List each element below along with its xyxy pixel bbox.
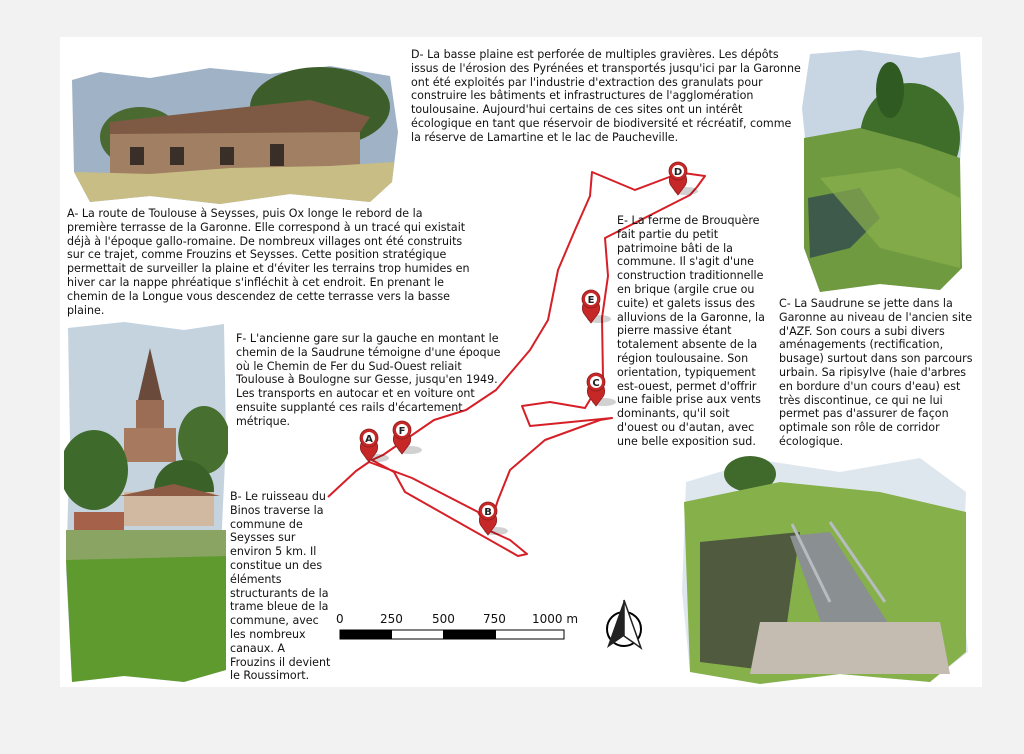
marker-d[interactable] xyxy=(669,162,698,195)
scale-label-750: 750 xyxy=(483,612,506,626)
caption-f: F- L'ancienne gare sur la gauche en montant le chemin de la Saudrune témoigne d'une époque où le Chemin de Fer du Sud-Ouest reliait Toulouse à Boulogne sur Gesse, jusqu'en 1949. Les transports en autocar et en voiture ont ensuite supplanté ces rails d'écartement métrique. xyxy=(236,332,501,428)
marker-f-label: F xyxy=(398,426,406,437)
marker-e-label: E xyxy=(587,295,595,306)
caption-c: C- La Saudrune se jette dans la Garonne au niveau de l'ancien site d'AZF. Son cours a subi divers aménagements (rectification, busage) surtout dans son parcours urbain. Sa ripisylve (haie d'arbres en bordure d'un cours d'eau) est très discontinue, ce qui ne lui permet pas d'assurer de façon optimale son rôle de corridor écologique. xyxy=(779,297,973,448)
marker-d-label: D xyxy=(673,167,683,178)
caption-a: A- La route de Toulouse à Seysses, puis Ox longe le rebord de la première terrasse de la Garonne. Elle correspond à un tracé qui existait déjà à l'époque gallo-romaine. De nombreux villages ont été construits sur ce trajet, comme Frouzins et Seysses. Cette position stratégique permettait de surveiller la plaine et d'éviter les terrains trop humides en hiver car la nappe phréatique s'infléchit à cet endroit. En prenant le chemin de la Longue vous descendez de cette terrasse vers la basse plaine. xyxy=(67,207,470,317)
scale-label-1000m: 1000 m xyxy=(532,612,579,626)
caption-b: B- Le ruisseau du Binos traverse la commune de Seysses sur environ 5 km. Il constitue un des éléments structurants de la trame bleue de la commune, avec les nombreux canaux. A Frouzins il devient le Roussimort. xyxy=(230,490,331,683)
caption-e: E- La ferme de Brouquère fait partie du petit patrimoine bâti de la commune. Il s'agit d'une construction traditionnelle en brique (argile crue ou cuite) et galets issus des alluvions de la Garonne, la pierre massive étant totalement absente de la région toulousaine. Son orientation, typiquement est-ouest, permet d'offrir une faible prise aux vents dominants, qu'il soit d'ouest ou d'autan, avec une belle exposition sud. xyxy=(617,214,765,448)
scale-label-0: 0 xyxy=(336,612,344,626)
scale-bar xyxy=(340,630,564,639)
marker-e[interactable] xyxy=(582,290,611,323)
marker-c-label: C xyxy=(592,378,600,389)
caption-d: D- La basse plaine est perforée de multiples gravières. Les dépôts issus de l'érosion des Pyrénées et transportés jusqu'ici par la Garonne ont été exploités par l'industrie d'extraction des granulats pour construire les bâtiments et infrastructures de l'agglomération toulousaine. Aujourd'hui certains de ces sites ont un intérêt écologique en tant que réservoir de biodiversité et récréatif, comme la réserve de Lamartine et le lac de Paucheville. xyxy=(411,48,801,144)
marker-b[interactable] xyxy=(479,502,508,535)
marker-a-label: A xyxy=(365,434,373,445)
scale-label-500: 500 xyxy=(432,612,455,626)
marker-a[interactable] xyxy=(360,429,389,462)
marker-b-label: B xyxy=(484,507,492,518)
scale-label-250: 250 xyxy=(380,612,403,626)
marker-c[interactable] xyxy=(587,373,616,406)
north-arrow-icon xyxy=(607,600,641,648)
